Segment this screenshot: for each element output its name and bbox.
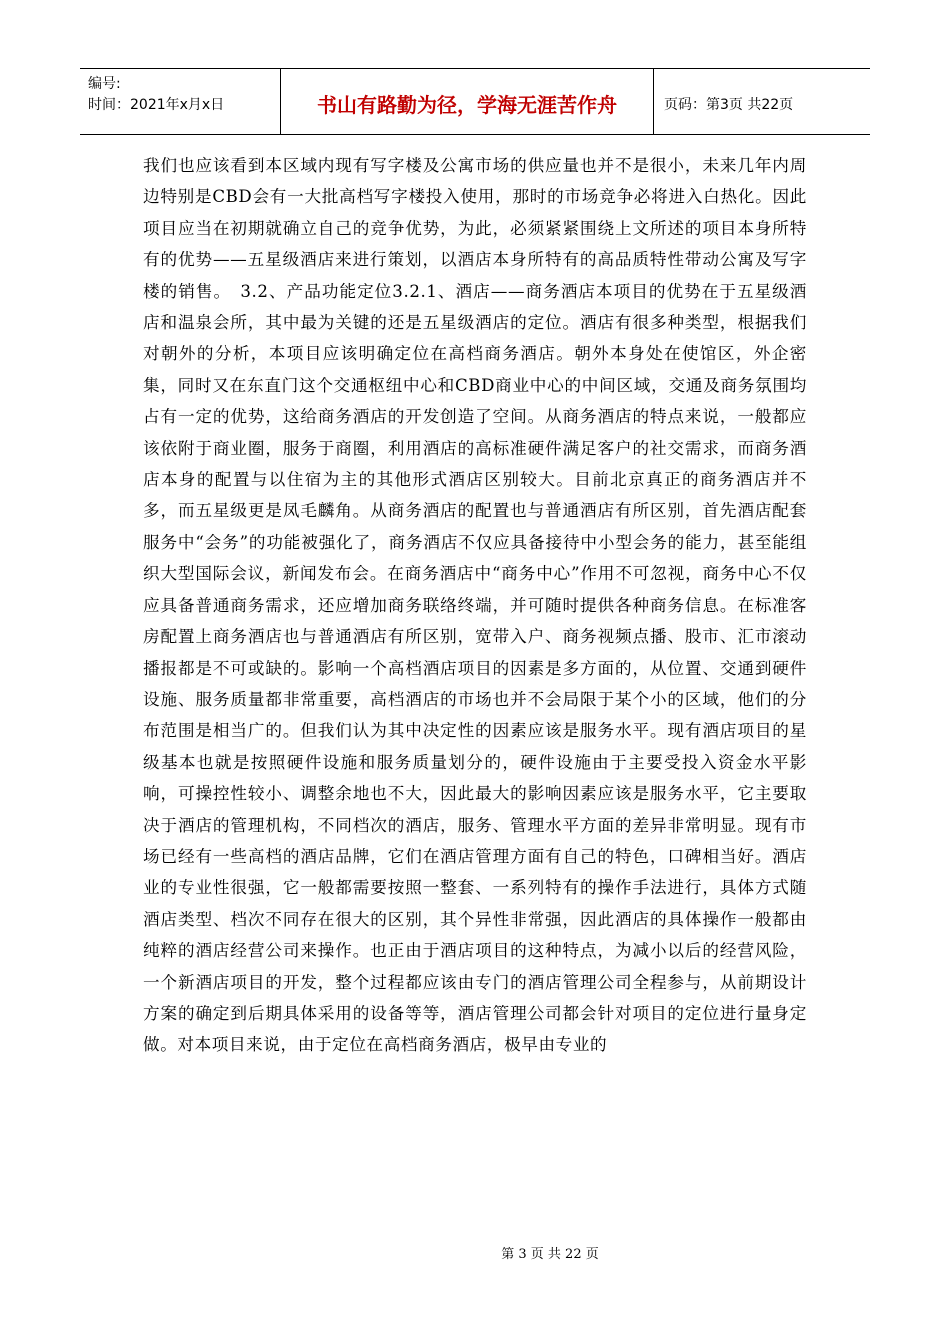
- document-number-label: 编号:: [88, 76, 121, 92]
- document-date: 时间：2021年x月x日: [88, 97, 225, 113]
- page-footer: 第 3 页 共 22 页: [501, 1247, 599, 1262]
- header-page-number: 页码：第3页 共22页: [664, 96, 794, 113]
- header-motto: 书山有路勤为径，学海无涯苦作舟: [281, 69, 654, 134]
- page-header: [80, 68, 870, 135]
- header-meta: [80, 69, 281, 134]
- body-paragraph: 我们也应该看到本区域内现有写字楼及公寓市场的供应量也并不是很小，未来几年内周边特别是CBD会有一大批高档写字楼投入使用，那时的市场竞争必将进入白热化。因此项目应当在初期就确立自己的竞争优势，为此，必须紧紧围绕上文所述的项目本身所特有的优势——五星级酒店来进行策划，以酒店本身所特有的高品质特性带动公寓及写字楼的销售。 3.2、产品功能定位3.2.1、酒店——商务酒店本项目的优势在于五星级酒店和温泉会所，其中最为关键的还是五星级酒店的定位。酒店有很多种类型，根据我们对朝外的分析，本项目应该明确定位在高档商务酒店。朝外本身处在使馆区，外企密集，同时又在东直门这个交通枢纽中心和CBD商业中心的中间区域，交通及商务氛围均占有一定的优势，这给商务酒店的开发创造了空间。从商务酒店的特点来说，一般都应该依附于商业圈，服务于商圈，利用酒店的高标准硬件满足客户的社交需求，而商务酒店本身的配置与以住宿为主的其他形式酒店区别较大。目前北京真正的商务酒店并不多，而五星级更是凤毛麟角。从商务酒店的配置也与普通酒店有所区别，首先酒店配套服务中“会务”的功能被强化了，商务酒店不仅应具备接待中小型会务的能力，甚至能组织大型国际会议，新闻发布会。在商务酒店中“商务中心”作用不可忽视，商务中心不仅应具备普通商务需求，还应增加商务联络终端，并可随时提供各种商务信息。在标准客房配置上商务酒店也与普通酒店有所区别，宽带入户、商务视频点播、股市、汇市滚动播报都是不可或缺的。影响一个高档酒店项目的因素是多方面的，从位置、交通到硬件设施、服务质量都非常重要，高档酒店的市场也并不会局限于某个小的区域，他们的分布范围是相当广的。但我们认为其中决定性的因素应该是服务水平。现有酒店项目的星级基本也就是按照硬件设施和服务质量划分的，硬件设施由于主要受投入资金水平影响，可操控性较小、调整余地也不大，因此最大的影响因素应该是服务水平，它主要取决于酒店的管理机构，不同档次的酒店，服务、管理水平方面的差异非常明显。现有市场已经有一些高档的酒店品牌，它们在酒店管理方面有自己的特色，口碑相当好。酒店业的专业性很强，它一般都需要按照一整套、一系列特有的操作手法进行，具体方式随酒店类型、档次不同存在很大的区别，其个异性非常强，因此酒店的具体操作一般都由纯粹的酒店经营公司来操作。也正由于酒店项目的这种特点，为减小以后的经营风险，一个新酒店项目的开发，整个过程都应该由专门的酒店管理公司全程参与，从前期设计方案的确定到后期具体采用的设备等等，酒店管理公司都会针对项目的定位进行量身定做。对本项目来说，由于定位在高档商务酒店，极早由专业的: [143, 156, 807, 1055]
